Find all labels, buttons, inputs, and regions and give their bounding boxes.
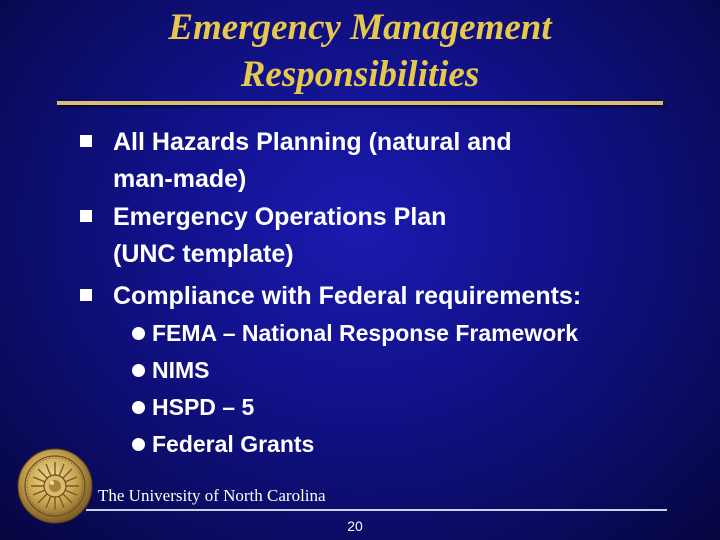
title-line-2: Responsibilities <box>240 54 480 95</box>
bullet-item <box>113 199 673 273</box>
bullet-item <box>113 278 673 315</box>
square-bullet-icon <box>80 210 92 222</box>
bullet-text-line: (UNC template) <box>113 240 294 268</box>
round-bullet-icon <box>132 327 145 340</box>
title-line-1: Emergency Management <box>168 7 552 48</box>
page-number: 20 <box>347 518 363 534</box>
sub-bullet-text: FEMA – National Response Framework <box>152 320 579 346</box>
bullet-text-line: man-made) <box>113 165 247 193</box>
square-bullet-icon <box>80 289 92 301</box>
sub-bullet-text: Federal Grants <box>152 431 315 457</box>
title-underline <box>57 101 663 105</box>
footer-divider <box>86 509 667 511</box>
sub-bullet-item <box>152 389 254 426</box>
slide-title <box>0 4 720 98</box>
sub-bullet-item <box>152 426 314 463</box>
bullet-item <box>113 124 673 198</box>
bullet-text-line: Compliance with Federal requirements: <box>113 282 582 310</box>
university-seal-icon <box>17 448 93 524</box>
sub-bullet-item <box>152 315 578 352</box>
round-bullet-icon <box>132 364 145 377</box>
square-bullet-icon <box>80 135 92 147</box>
bullet-text-line: Emergency Operations Plan <box>113 203 447 231</box>
footer-organization: The University of North Carolina <box>98 486 326 505</box>
sub-bullet-text: HSPD – 5 <box>152 394 255 420</box>
sub-bullet-item <box>152 352 210 389</box>
bullet-text-line: All Hazards Planning (natural and <box>113 128 512 156</box>
sub-bullet-text: NIMS <box>152 357 210 383</box>
round-bullet-icon <box>132 401 145 414</box>
round-bullet-icon <box>132 438 145 451</box>
